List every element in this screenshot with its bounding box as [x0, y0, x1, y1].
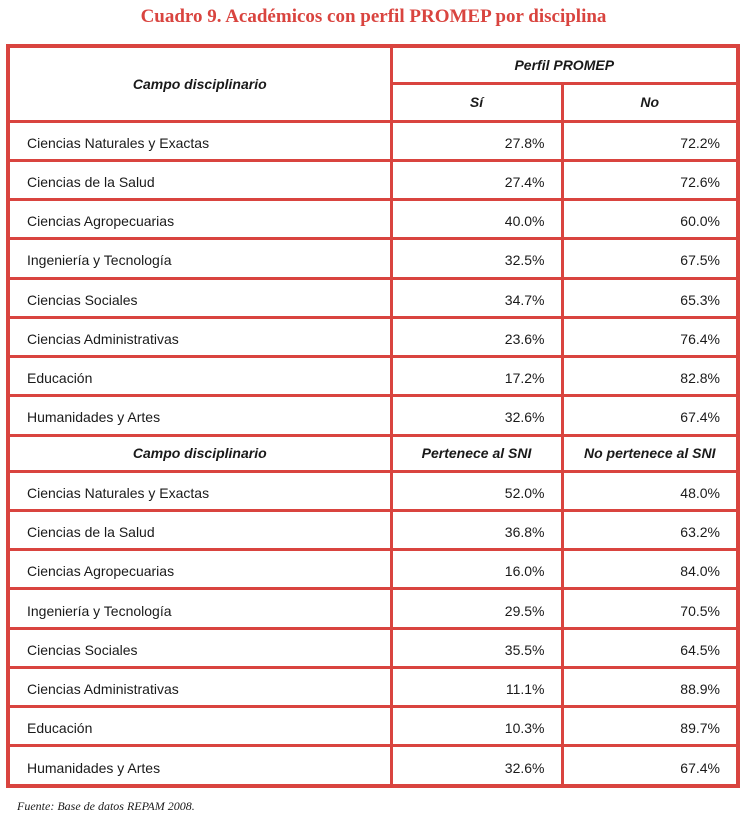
cell-value-b: 89.7% — [562, 707, 738, 746]
cell-field: Ciencias Administrativas — [8, 317, 391, 356]
cell-value-b: 63.2% — [562, 510, 738, 549]
cell-field: Ciencias Naturales y Exactas — [8, 471, 391, 510]
cell-value-b: 88.9% — [562, 667, 738, 706]
table-row — [8, 550, 738, 589]
cell-value-a: 32.6% — [391, 746, 562, 786]
cell-value-a: 35.5% — [391, 628, 562, 667]
table-row — [8, 396, 738, 435]
cell-field: Ciencias Sociales — [8, 278, 391, 317]
table-row — [8, 278, 738, 317]
cell-value-a: 29.5% — [391, 589, 562, 628]
header-si: Sí — [391, 84, 562, 121]
cell-value-a: 17.2% — [391, 357, 562, 396]
table-row — [8, 628, 738, 667]
cell-field: Ciencias Administrativas — [8, 667, 391, 706]
table-row — [8, 357, 738, 396]
cell-value-b: 64.5% — [562, 628, 738, 667]
cell-value-b: 60.0% — [562, 200, 738, 239]
cell-field: Ingeniería y Tecnología — [8, 239, 391, 278]
header-no-pertenece-sni: No pertenece al SNI — [562, 435, 738, 471]
table-row — [8, 667, 738, 706]
cell-value-b: 48.0% — [562, 471, 738, 510]
header-no: No — [562, 84, 738, 121]
cell-value-a: 27.8% — [391, 121, 562, 160]
table-row — [8, 471, 738, 510]
cell-value-a: 40.0% — [391, 200, 562, 239]
header-perfil-promep: Perfil PROMEP — [391, 46, 738, 84]
table-row — [8, 121, 738, 160]
table-title: Cuadro 9. Académicos con perfil PROMEP por disciplina — [140, 6, 607, 27]
cell-value-a: 32.5% — [391, 239, 562, 278]
cell-value-a: 34.7% — [391, 278, 562, 317]
cell-field: Educación — [8, 707, 391, 746]
header-campo-disciplinario: Campo disciplinario — [8, 46, 391, 121]
cell-value-b: 72.2% — [562, 121, 738, 160]
source-note: Fuente: Base de datos REPAM 2008. — [17, 799, 195, 813]
table-row — [8, 510, 738, 549]
cell-field: Ciencias de la Salud — [8, 160, 391, 199]
cell-value-b: 70.5% — [562, 589, 738, 628]
table-row — [8, 239, 738, 278]
cell-field: Humanidades y Artes — [8, 396, 391, 435]
table-row — [8, 200, 738, 239]
cell-value-b: 67.4% — [562, 396, 738, 435]
cell-field: Ciencias de la Salud — [8, 510, 391, 549]
cell-value-a: 11.1% — [391, 667, 562, 706]
cell-field: Ciencias Agropecuarias — [8, 200, 391, 239]
cell-value-a: 52.0% — [391, 471, 562, 510]
header-row-sni — [8, 435, 738, 471]
cell-value-a: 36.8% — [391, 510, 562, 549]
cell-field: Ciencias Sociales — [8, 628, 391, 667]
header-campo-disciplinario-2: Campo disciplinario — [8, 435, 391, 471]
cell-value-a: 23.6% — [391, 317, 562, 356]
cell-value-b: 84.0% — [562, 550, 738, 589]
cell-value-b: 67.5% — [562, 239, 738, 278]
cell-value-a: 16.0% — [391, 550, 562, 589]
cell-field: Ingeniería y Tecnología — [8, 589, 391, 628]
table-row — [8, 746, 738, 786]
cell-value-b: 82.8% — [562, 357, 738, 396]
cell-field: Educación — [8, 357, 391, 396]
cell-value-b: 72.6% — [562, 160, 738, 199]
header-row — [8, 46, 738, 84]
cell-value-b: 65.3% — [562, 278, 738, 317]
cell-value-b: 67.4% — [562, 746, 738, 786]
cell-field: Humanidades y Artes — [8, 746, 391, 786]
table-row — [8, 707, 738, 746]
table-row — [8, 317, 738, 356]
table-row — [8, 589, 738, 628]
header-pertenece-sni: Pertenece al SNI — [391, 435, 562, 471]
table-row — [8, 160, 738, 199]
cell-field: Ciencias Naturales y Exactas — [8, 121, 391, 160]
promep-table — [6, 44, 740, 788]
cell-field: Ciencias Agropecuarias — [8, 550, 391, 589]
cell-value-b: 76.4% — [562, 317, 738, 356]
cell-value-a: 32.6% — [391, 396, 562, 435]
cell-value-a: 10.3% — [391, 707, 562, 746]
cell-value-a: 27.4% — [391, 160, 562, 199]
